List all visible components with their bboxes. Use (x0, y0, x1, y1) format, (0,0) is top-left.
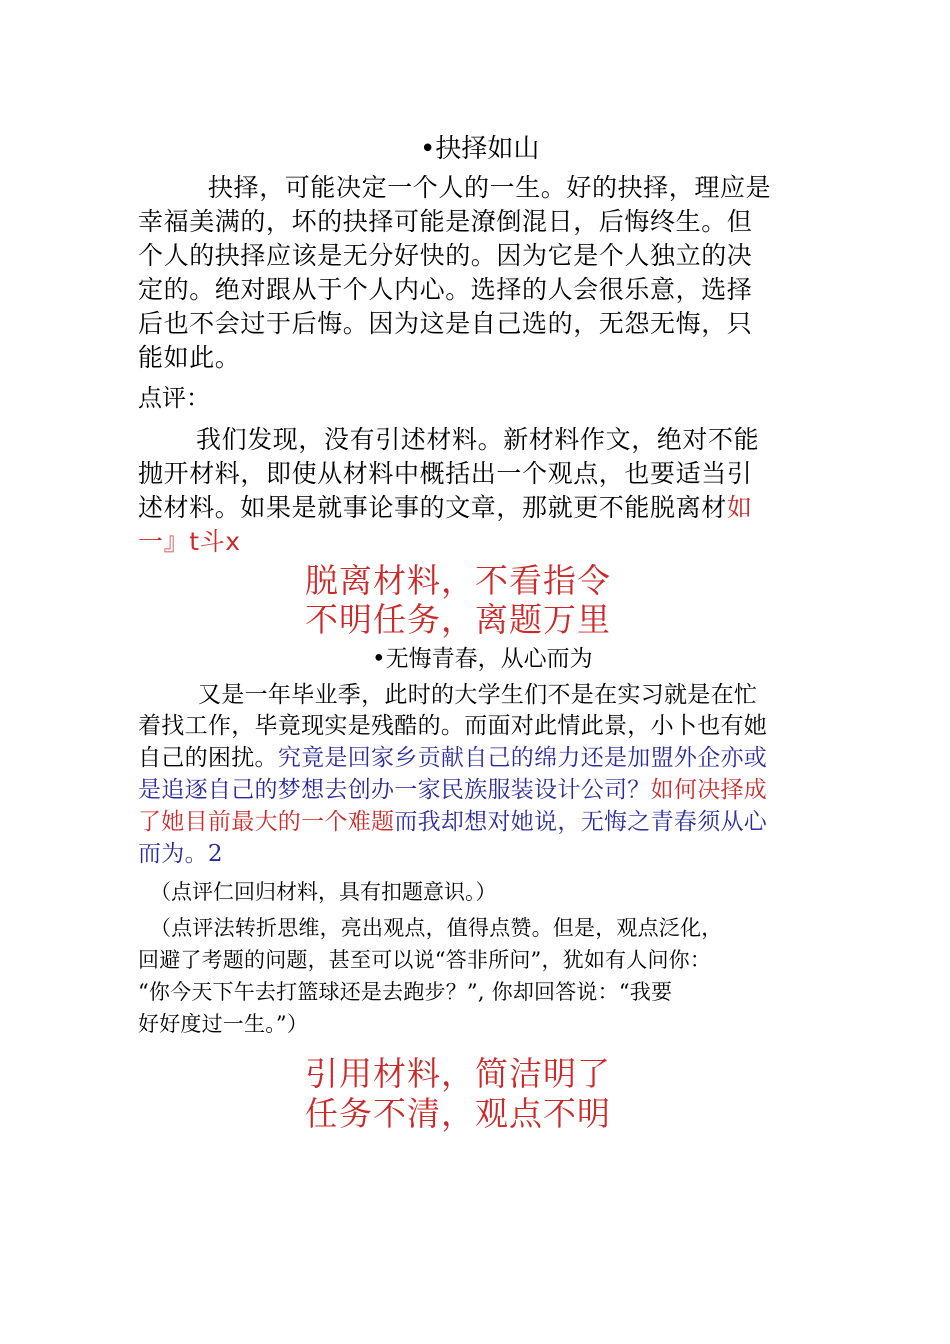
essay1-line-4: 定的。绝对跟从于个人内心。选择的人会很乐意，选择 (138, 275, 753, 304)
comment1-line-3 (138, 488, 752, 524)
note-1: （点评仁回归材料，具有扣题意识。） (150, 880, 497, 904)
verdict2-line-1: 引用材料，简洁明了 (305, 1054, 611, 1093)
essay1-line-2: 幸福美满的，坏的抉择可能是潦倒混日，后悔终生。但 (138, 207, 753, 236)
essay2-line-5-red: 了她目前最大的一个难题 (138, 809, 395, 835)
essay2-line-3 (138, 739, 767, 772)
essay2-line-4-red: 如何决择成 (650, 777, 768, 803)
essay1-line-6: 能如此。 (138, 343, 241, 372)
essay1-title: •抉择如山 (420, 134, 540, 164)
essay2-line-4-blue: 是追逐自己的梦想去创办一家民族服装设计公司？ (138, 777, 651, 803)
note-2-line-2: 回避了考题的问题，甚至可以说“答非所问”，犹如有人问你： (138, 948, 712, 972)
comment1-line-2: 抛开材料，即使从材料中概括出一个观点，也要适当引 (138, 459, 753, 488)
verdict1-line-1: 脱离材料，不看指令 (305, 561, 611, 600)
essay1-line-1: 抉择，可能决定一个人的一生。好的抉择，理应是 (208, 173, 772, 202)
essay1-line-3: 个人的抉择应该是无分好快的。因为它是个人独立的决 (138, 241, 753, 270)
note-2-line-3: “你今天下午去打篮球还是去跑步？”, 你却回答说：“我要 (138, 980, 673, 1004)
comment1-line-3-red: 如 (726, 493, 753, 522)
essay2-line-5 (138, 803, 767, 836)
essay2-line-3-black: 自己的困扰。 (138, 745, 278, 771)
note-2-line-1: （点评法转折思维，亮出观点，值得点赞。但是，观点泛化， (150, 916, 723, 940)
essay2-line-3-blue: 究竟是回家乡贡献自己的绵力还是加盟外企亦或 (277, 745, 768, 771)
verdict1-line-2: 不明任务，离题万里 (305, 600, 611, 639)
essay1-line-5: 后也不会过于后悔。因为这是自己选的，无怨无悔，只 (138, 309, 753, 338)
essay2-title: •无悔青春，从心而为 (372, 646, 593, 672)
essay2-line-1: 又是一年毕业季，此时的大学生们不是在实习就是在忙 (198, 682, 758, 708)
comment1-line-3-text: 述材料。如果是就事论事的文章，那就更不能脱离材 (138, 493, 727, 522)
essay2-line-5-blue: 而我却想对她说，无悔之青春须从心 (394, 809, 768, 835)
comment1-line-4-garbled: 一』t斗x (138, 527, 241, 556)
comment1-line-1: 我们发现，没有引述材料。新材料作文，绝对不能 (196, 425, 760, 454)
verdict2-line-2: 任务不清，观点不明 (305, 1094, 611, 1133)
essay2-line-4 (138, 771, 767, 804)
note-2-line-4: 好好度过一生。”） (138, 1012, 309, 1036)
essay2-line-6: 而为。2 (138, 841, 223, 867)
comment1-heading: 点评： (138, 384, 210, 412)
essay2-line-2: 着找工作，毕竟现实是残酷的。而面对此情此景，小卜也有她 (138, 713, 768, 739)
